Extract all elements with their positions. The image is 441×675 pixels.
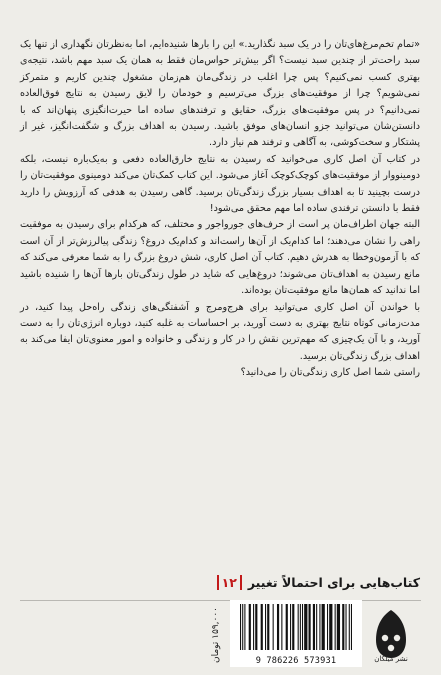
- barcode-bar: [290, 604, 291, 650]
- barcode-bar: [298, 604, 299, 650]
- barcode-bar: [255, 604, 257, 650]
- blurb-closing-question: راستی شما اصل کاری زندگی‌تان را می‌دانید؟: [240, 367, 420, 379]
- barcode-bar: [300, 604, 301, 650]
- blurb-paragraph-2: در کتاب آن اصل کاری می‌خوانید که رسیدن به نتایج خارق‌العاده دفعی و به‌یک‌باره نیست، بلکه دومینووار از موفقیت‌های کوچک‌کوچک آغاز می‌شود. این کتاب کمک‌تان می‌کند دومینوی موفقیت‌تان را درست بچینید تا به اهداف بسیار بزرگ زندگی‌تان برسید. گاهی رسیدن به هدفی که آرزویش را دارید فقط با دانستن ترفندی ساده اما مهم محقق می‌شود!: [20, 153, 420, 215]
- barcode-bar: [244, 604, 245, 650]
- isbn-barcode: [230, 600, 362, 667]
- publisher-name: نشر میلکان: [374, 655, 408, 663]
- barcode-bar: [304, 604, 307, 650]
- series-title: کتاب‌هایی برای احتمالاً تغییر: [247, 574, 420, 590]
- barcode-bar: [240, 604, 241, 650]
- barcode-bar: [316, 604, 317, 650]
- barcode-bar: [242, 604, 243, 650]
- barcode-bar: [345, 604, 346, 650]
- barcode-bar: [277, 604, 279, 650]
- barcode-bar: [313, 604, 315, 650]
- blurb-paragraph-3: البته جهان اطراف‌مان پر است از حرف‌های جورواجور و مختلف، که هرکدام برای رسیدن به موفقیت راهی را نشان می‌دهند؛ اما کدام‌یک از آن‌ها راست‌اند و کدام‌یک دروغ؟ زندگی پیالرزش‌تر از آن است که با آزمون‌وخطا به هدرش دهیم. کتاب آن اصل کاری، شش دروغ بزرگ را به شما معرفی می‌کند که مانع رسیدن به اهداف‌تان می‌شوند؛ دروغ‌هایی که شاید در طول زندگی‌تان بارها آن‌ها را شنیده باشید اما ندانید که همان‌ها مانع موفقیت‌تان بوده‌اند.: [20, 219, 420, 297]
- barcode-bar: [253, 604, 254, 650]
- barcode-bar: [265, 604, 266, 650]
- barcode-bar: [292, 604, 294, 650]
- barcode-bar: [273, 604, 274, 650]
- barcode-bar: [267, 604, 269, 650]
- barcode-bar: [349, 604, 350, 650]
- barcode-bar: [335, 604, 336, 650]
- barcode-bar: [309, 604, 311, 650]
- series-number: ۱۲: [217, 575, 242, 590]
- price-label: ۱۵۹,۰۰۰ تومان: [211, 606, 221, 664]
- barcode-bar: [249, 604, 251, 650]
- blurb-paragraph-1: «تمام تخم‌مرغ‌های‌تان را در یک سبد نگذارید.» این را بارها شنیده‌ایم، اما به‌نظرتان نگهداری از تنها یک سبد راحت‌تر از چندین سبد نیست؟ اگر بیش‌تر حواس‌مان فقط به همان یک سبد مهم باشد، نتیجه‌ی بهتری کسب نمی‌کنیم؟ پس چرا اغلب در زندگی‌مان هم‌زمان مشغول چندین کاریم و متمرکز نمی‌شویم؟ چرا از موفقیت‌های بزرگ می‌ترسیم و خودمان را لایق رسیدن به نتایج فوق‌العاده نمی‌دانیم؟ در پس موفقیت‌های بزرگ، حقایق و ترفندهای ساده اما حیرت‌انگیزی پنهان‌اند که با دانستن‌شان می‌توانید جزو انسان‌های موفق باشید. رسیدن به اهداف بزرگ و شگفت‌انگیز، غیر از پشتکار و سخت‌کوشی، به آگاهی و ترفند هم نیاز دارد.: [20, 39, 420, 149]
- barcode-bar: [302, 604, 303, 650]
- barcode-bar: [261, 604, 263, 650]
- series-banner: [178, 570, 420, 594]
- blurb-text: [20, 37, 420, 382]
- barcode-bar: [327, 604, 328, 650]
- barcode-bar: [281, 604, 282, 650]
- barcode-icon: [238, 604, 354, 652]
- barcode-bar: [337, 604, 340, 650]
- barcode-bar: [351, 604, 352, 650]
- barcode-bar: [329, 604, 332, 650]
- barcode-bar: [322, 604, 325, 650]
- barcode-bar: [342, 604, 344, 650]
- blurb-paragraph-4: با خواندن آن اصل کاری می‌توانید برای هرج‌ومرج و آشفتگی‌های زندگی راه‌حل پیدا کنید، در مدت‌زمانی کوتاه نتایج بهتری به دست آورید، بر احساسات به غلبه کنید، دوباره انرژی‌تان را به دست آورید، و با آن یک‌چیزی که مهم‌ترین نقش را در کار و زندگی و خانواده و امور معنوی‌تان ایفا می‌کند به اهداف بزرگ زندگی‌تان برسید.: [20, 301, 420, 362]
- barcode-bar: [319, 604, 320, 650]
- isbn-number: 9 786226 573931: [255, 656, 337, 666]
- barcode-bar: [286, 604, 288, 650]
